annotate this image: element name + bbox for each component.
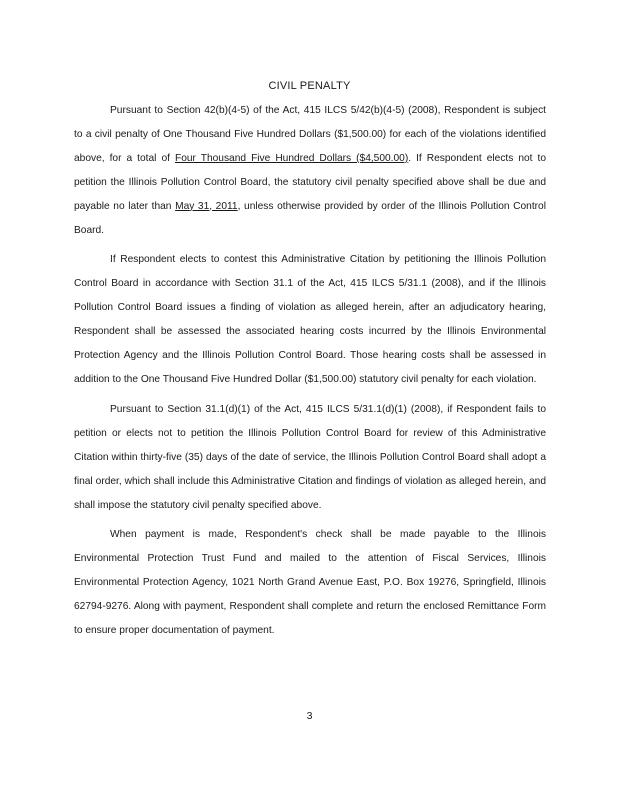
paragraph-1-part-2: . If Respondent elects not to petition the Illinois Pollution Control Board, the statutory civil penalty specified above shall be due and payable no later than [74, 152, 547, 212]
section-heading: CIVIL PENALTY [268, 80, 351, 92]
total-penalty-amount: Four Thousand Five Hundred Dollars ($4,500.00) [174, 152, 409, 164]
due-date: May 31, 2011 [175, 200, 238, 212]
body-text [74, 99, 546, 643]
paragraph-1-part-3: , unless otherwise provided by order of the Illinois Pollution Control Board. [74, 200, 546, 236]
paragraph-payment-instructions: When payment is made, Respondent's check shall be made payable to the Illinois Environmental Protection Trust Fund and mailed to the attention of Fiscal Services, Illinois Environmental Protection Agency, 1021 North Grand Avenue East, P.O. Box 19276, Springfield, Illinois 62794-9276. Along with payment, Respondent shall complete and return the enclosed Remittance Form to ensure proper documentation of payment. [74, 529, 546, 637]
page-number: 3 [306, 710, 313, 722]
paragraph-1-part-1: Pursuant to Section 42(b)(4-5) of the Act, 415 ILCS 5/42(b)(4-5) (2008), Respondent is subject to a civil penalty of One Thousand Five Hundred Dollars ($1,500.00) for each of the violations identified above, for a total of [74, 105, 546, 164]
paragraph-civil-penalty [74, 99, 546, 242]
paragraph-contest-citation: If Respondent elects to contest this Administrative Citation by petitioning the Illinois Pollution Control Board in accordance with Section 31.1 of the Act, 415 ILCS 5/31.1 (2008), and if the Illinois Pollution Control Board issues a finding of violation as alleged herein, after an adjudicatory hearing, Respondent shall be assessed the associated hearing costs incurred by the Illinois Environmental Protection Agency and the Illinois Pollution Control Board. Those hearing costs shall be assessed in addition to the One Thousand Five Hundred Dollar ($1,500.00) statutory civil penalty for each violation. [74, 254, 546, 385]
paragraph-final-order: Pursuant to Section 31.1(d)(1) of the Act, 415 ILCS 5/31.1(d)(1) (2008), if Respondent fails to petition or elects not to petition the Illinois Pollution Control Board for review of this Administrative Citation within thirty-five (35) days of the date of service, the Illinois Pollution Control Board shall adopt a final order, which shall include this Administrative Citation and findings of violation as alleged herein, and shall impose the statutory civil penalty specified above. [74, 403, 546, 511]
